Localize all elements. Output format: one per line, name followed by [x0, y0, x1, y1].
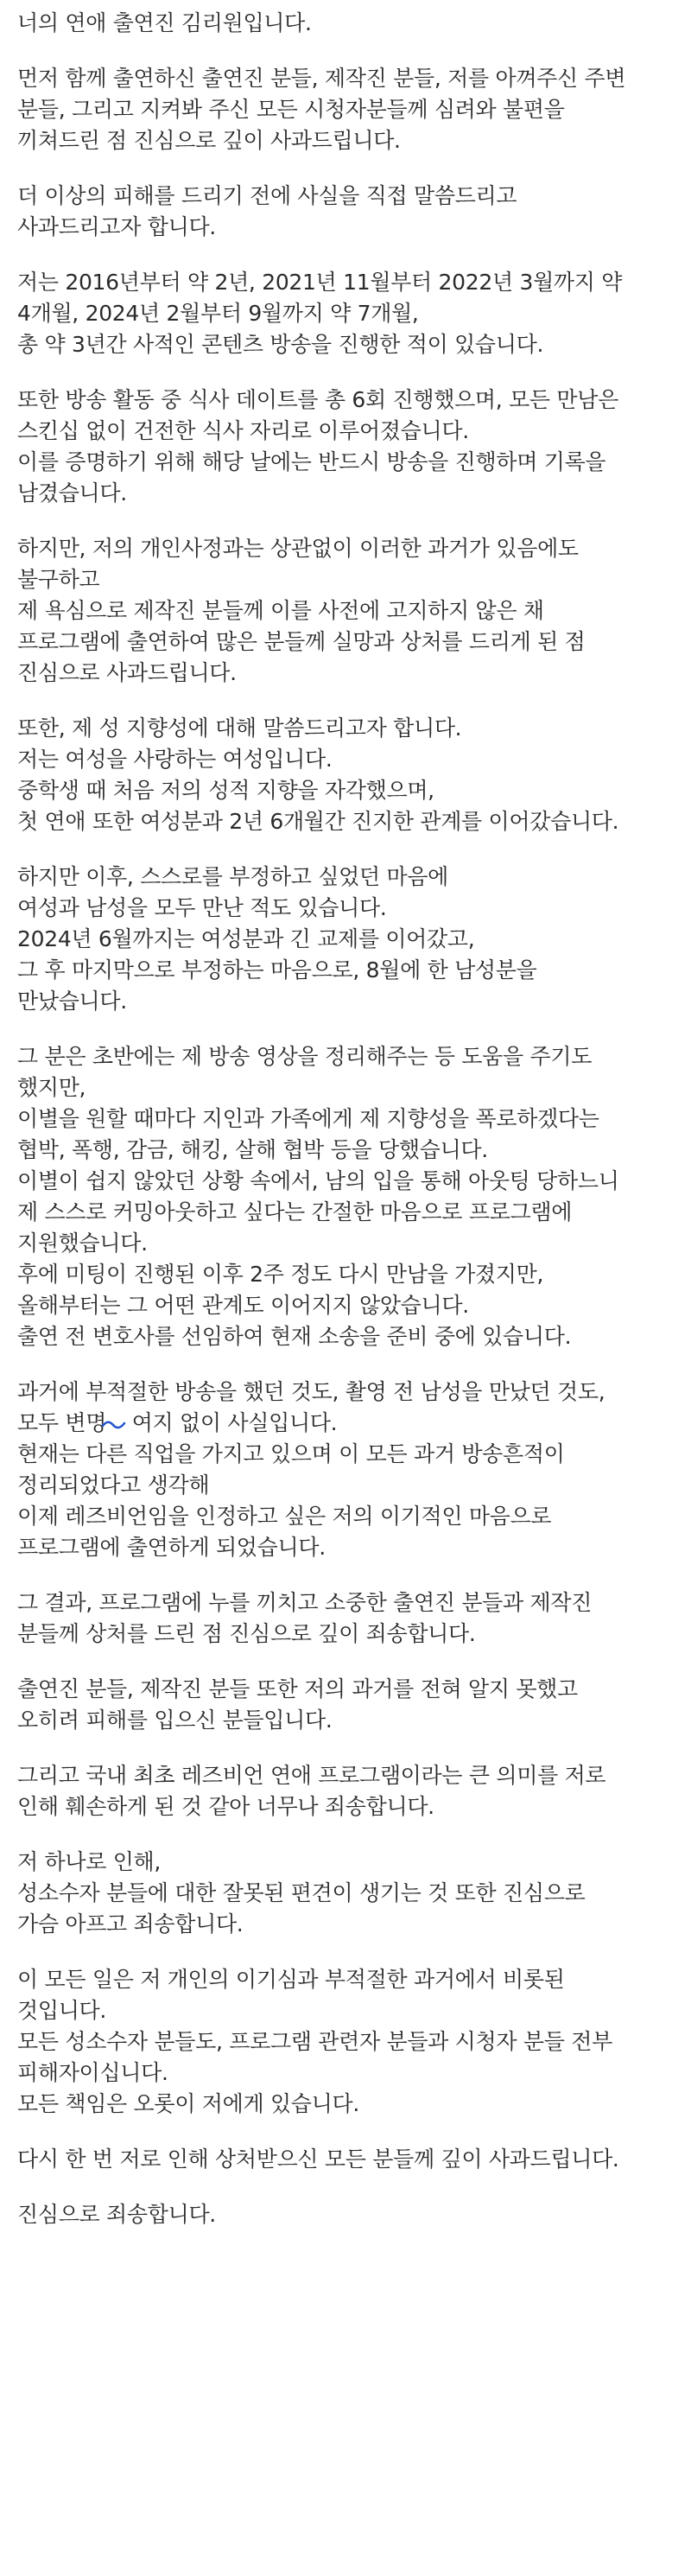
text-line: 피해자이십니다.	[17, 2060, 168, 2085]
text-line: 출연진 분들, 제작진 분들 또한 저의 과거를 전혀 알지 못했고	[17, 1676, 578, 1701]
paragraph	[17, 267, 677, 360]
text-line: 하지만 이후, 스스로를 부정하고 싶었던 마음에	[17, 864, 449, 889]
paragraph	[17, 1760, 677, 1822]
paragraph	[17, 1587, 677, 1650]
text-line: 먼저 함께 출연하신 출연진 분들, 제작진 분들, 저를 아껴주신 주변	[17, 66, 626, 91]
text-line: 모든 성소수자 분들도, 프로그램 관련자 분들과 시청자 분들 전부	[17, 2029, 612, 2054]
text-line: 너의 연애 출연진 김리원입니다.	[17, 10, 312, 35]
text-line: 이별이 쉽지 않았던 상황 속에서, 남의 입을 통해 아웃팅 당하느니	[17, 1168, 619, 1193]
paragraph	[17, 862, 677, 1017]
text-line: 4개월, 2024년 2월부터 9월까지 약 7개월,	[17, 301, 419, 326]
text-line: 오히려 피해를 입으신 분들입니다.	[17, 1708, 333, 1733]
paragraph	[17, 385, 677, 509]
text-line: 후에 미팅이 진행된 이후 2주 정도 다시 만남을 가졌지만,	[17, 1262, 544, 1287]
paragraph	[17, 533, 677, 689]
blue-pen-mark-icon	[106, 1418, 125, 1430]
paragraph	[17, 1674, 677, 1736]
text-line: 그리고 국내 최초 레즈비언 연애 프로그램이라는 큰 의미를 저로	[17, 1763, 606, 1788]
text-line: 협박, 폭행, 감금, 해킹, 살해 협박 등을 당했습니다.	[17, 1137, 488, 1162]
text-line: 제 스스로 커밍아웃하고 싶다는 간절한 마음으로 프로그램에	[17, 1199, 573, 1224]
text-line: 2024년 6월까지는 여성분과 긴 교제를 이어갔고,	[17, 926, 475, 951]
text-line: 다시 한 번 저로 인해 상처받으신 모든 분들께 깊이 사과드립니다.	[17, 2147, 619, 2172]
text-line: 이제 레즈비언임을 인정하고 싶은 저의 이기적인 마음으로	[17, 1504, 552, 1529]
text-line: 출연 전 변호사를 선임하여 현재 소송을 준비 중에 있습니다.	[17, 1324, 572, 1349]
text-line: 끼쳐드린 점 진심으로 깊이 사과드립니다.	[17, 128, 401, 153]
text-line: 여성과 남성을 모두 만난 적도 있습니다.	[17, 895, 387, 920]
paragraph	[17, 1847, 677, 1940]
text-line: 또한 방송 활동 중 식사 데이트를 총 6회 진행했으며, 모든 만남은	[17, 387, 618, 412]
text-line: 이 모든 일은 저 개인의 이기심과 부적절한 과거에서 비롯된	[17, 1967, 565, 1992]
paragraph	[17, 181, 677, 243]
text-line: 저는 2016년부터 약 2년, 2021년 11월부터 2022년 3월까지 약	[17, 270, 623, 295]
text-line: 이를 증명하기 위해 해당 날에는 반드시 방송을 진행하며 기록을	[17, 449, 606, 474]
text-line: 그 후 마지막으로 부정하는 마음으로, 8월에 한 남성분을	[17, 957, 537, 983]
text-line: 프로그램에 출연하게 되었습니다.	[17, 1535, 326, 1560]
text-line: 분들께 상처를 드린 점 진심으로 깊이 죄송합니다.	[17, 1621, 476, 1646]
text-line: 첫 연애 또한 여성분과 2년 6개월간 진지한 관계를 이어갔습니다.	[17, 809, 619, 834]
paragraph	[17, 2199, 677, 2230]
text-line: 과거에 부적절한 방송을 했던 것도, 촬영 전 남성을 만났던 것도,	[17, 1379, 605, 1404]
paragraph	[17, 1964, 677, 2120]
text-line	[17, 1408, 677, 1439]
paragraph	[17, 2144, 677, 2175]
text-line: 현재는 다른 직업을 가지고 있으며 이 모든 과거 방송흔적이	[17, 1441, 565, 1466]
text-line: 진심으로 사과드립니다.	[17, 660, 237, 685]
text-line: 또한, 제 성 지향성에 대해 말씀드리고자 합니다.	[17, 716, 462, 741]
text-line: 저 하나로 인해,	[17, 1849, 162, 1874]
text-line: 그 결과, 프로그램에 누를 끼치고 소중한 출연진 분들과 제작진	[17, 1590, 593, 1615]
text-line: 만났습니다.	[17, 989, 127, 1014]
text-line: 올해부터는 그 어떤 관계도 이어지지 않았습니다.	[17, 1293, 469, 1318]
text-line: 것입니다.	[17, 1998, 107, 2023]
text-line: 스킨십 없이 건전한 식사 자리로 이루어졌습니다.	[17, 418, 469, 443]
text-line: 가슴 아프고 죄송합니다.	[17, 1911, 244, 1937]
text-line: 사과드리고자 합니다.	[17, 214, 216, 239]
text-line: 프로그램에 출연하여 많은 분들께 실망과 상처를 드리게 된 점	[17, 629, 586, 654]
text-line: 인해 훼손하게 된 것 같아 너무나 죄송합니다.	[17, 1794, 434, 1819]
text-line: 성소수자 분들에 대한 잘못된 편견이 생기는 것 또한 진심으로	[17, 1880, 586, 1905]
text-line: 진심으로 죄송합니다.	[17, 2202, 216, 2227]
text-line: 지원했습니다.	[17, 1231, 148, 1256]
text-line: 남겼습니다.	[17, 480, 127, 506]
text-line: 제 욕심으로 제작진 분들께 이를 사전에 고지하지 않은 채	[17, 598, 544, 623]
text-line: 모든 책임은 오롯이 저에게 있습니다.	[17, 2091, 359, 2116]
text-line: 저는 여성을 사랑하는 여성입니다.	[17, 747, 333, 772]
text-line: 더 이상의 피해를 드리기 전에 사실을 직접 말씀드리고	[17, 183, 517, 208]
text-fragment: 여지 없이 사실입니다.	[125, 1410, 338, 1435]
text-line: 중학생 때 처음 저의 성적 지향을 자각했으며,	[17, 778, 434, 803]
text-line: 했지만,	[17, 1075, 86, 1100]
paragraph	[17, 63, 677, 156]
paragraph	[17, 8, 677, 39]
text-line: 이별을 원할 때마다 지인과 가족에게 제 지향성을 폭로하겠다는	[17, 1106, 599, 1131]
paragraph	[17, 1377, 677, 1563]
paragraph	[17, 713, 677, 837]
text-fragment: 모두 변명	[17, 1410, 107, 1435]
text-line: 분들, 그리고 지켜봐 주신 모든 시청자분들께 심려와 불편을	[17, 97, 565, 122]
paragraph	[17, 1041, 677, 1352]
text-line: 불구하고	[17, 567, 100, 592]
text-line: 정리되었다고 생각해	[17, 1472, 210, 1498]
text-line: 하지만, 저의 개인사정과는 상관없이 이러한 과거가 있음에도	[17, 536, 579, 561]
text-line: 총 약 3년간 사적인 콘텐츠 방송을 진행한 적이 있습니다.	[17, 332, 544, 357]
text-line: 그 분은 초반에는 제 방송 영상을 정리해주는 등 도움을 주기도	[17, 1044, 593, 1069]
